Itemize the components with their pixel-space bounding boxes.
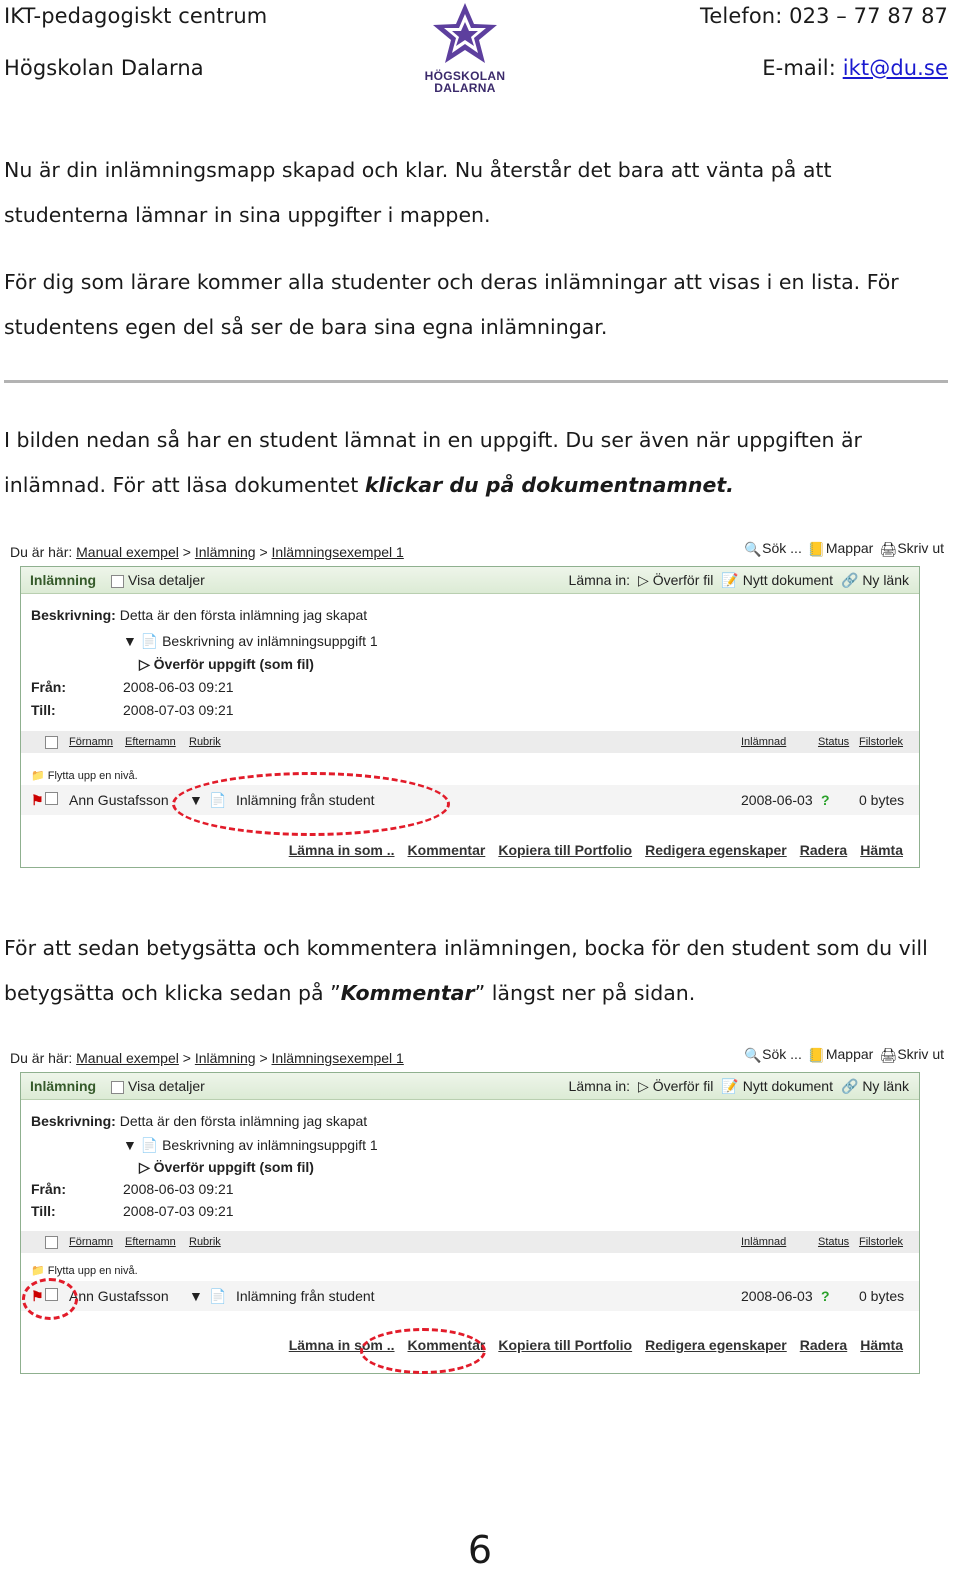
document-icon: 📄 bbox=[209, 1288, 227, 1304]
flag-icon: ⚑ bbox=[31, 1288, 44, 1304]
search-tool[interactable]: 🔍Sök ... bbox=[744, 540, 802, 558]
edit-properties-link[interactable]: Redigera egenskaper bbox=[645, 842, 787, 858]
printer-icon: 🖨 bbox=[879, 541, 898, 558]
bottom-links bbox=[289, 842, 903, 858]
document-icon: 📝 bbox=[721, 572, 739, 588]
description: Beskrivning: Detta är den första inlämning jag skapat bbox=[31, 1113, 368, 1129]
page-number: 6 bbox=[467, 1528, 493, 1572]
move-up[interactable]: 📁 Flytta upp en nivå. bbox=[31, 1265, 138, 1277]
screenshot-1 bbox=[4, 538, 948, 883]
paragraph-4: För att sedan betygsätta och kommentera inlämningen, bocka för den student som du vill betygsätta och klicka sedan på ”Kommentar” längst ner på sidan. bbox=[4, 936, 928, 1005]
submission-link[interactable]: Inlämning från student bbox=[236, 1288, 375, 1304]
status-unknown-icon: ? bbox=[821, 1288, 830, 1304]
paragraph-4-emph: Kommentar bbox=[340, 981, 475, 1005]
search-tool[interactable]: 🔍Sök ... bbox=[744, 1046, 802, 1064]
move-up[interactable]: 📁 Flytta upp en nivå. bbox=[31, 770, 138, 782]
student-name: Ann Gustafsson bbox=[69, 792, 169, 808]
paragraph-3 bbox=[4, 418, 954, 508]
select-all-checkbox[interactable] bbox=[45, 1236, 58, 1249]
dropdown-icon[interactable]: ▼ bbox=[123, 633, 137, 649]
transfer-file-action[interactable]: ▷ Överför fil bbox=[638, 572, 714, 588]
delete-link[interactable]: Radera bbox=[799, 1337, 848, 1353]
col-last-name[interactable]: Efternamn bbox=[125, 736, 176, 748]
logo-line-2: DALARNA bbox=[434, 81, 496, 95]
col-status[interactable]: Status bbox=[818, 736, 850, 748]
comment-link[interactable]: Kommentar bbox=[407, 842, 486, 858]
link-icon: 🔗 bbox=[840, 572, 859, 588]
table-row bbox=[21, 785, 919, 815]
col-subject[interactable]: Rubrik bbox=[189, 736, 221, 748]
breadcrumb: Du är här: Manual exempel > Inlämning > Inlämningsexempel 1 bbox=[10, 544, 404, 560]
word-doc-icon: 📄 bbox=[140, 633, 159, 649]
panel-header bbox=[21, 1073, 919, 1100]
copy-portfolio-link[interactable]: Kopiera till Portfolio bbox=[498, 842, 633, 858]
to-date: Till: 2008-07-03 09:21 bbox=[31, 702, 234, 718]
search-icon: 🔍 bbox=[744, 1047, 762, 1064]
email-line bbox=[762, 56, 948, 80]
divider bbox=[4, 380, 948, 383]
upload-task[interactable]: ▷ Överför uppgift (som fil) bbox=[139, 656, 314, 672]
comment-link[interactable]: Kommentar bbox=[407, 1337, 486, 1353]
edit-properties-link[interactable]: Redigera egenskaper bbox=[645, 1337, 787, 1353]
from-date: Från: 2008-06-03 09:21 bbox=[31, 1181, 234, 1197]
checkbox-highlight-ring bbox=[22, 1278, 78, 1320]
word-doc-icon: 📄 bbox=[140, 1137, 159, 1153]
school-name: Högskolan Dalarna bbox=[4, 56, 204, 80]
print-tool[interactable]: 🖨Skriv ut bbox=[879, 1046, 944, 1064]
link-icon: 🔗 bbox=[840, 1078, 859, 1094]
col-size[interactable]: Filstorlek bbox=[859, 1236, 904, 1248]
search-icon: 🔍 bbox=[744, 541, 762, 558]
org-name: IKT-pedagogiskt centrum bbox=[4, 4, 268, 28]
row-dropdown-icon[interactable]: ▼ bbox=[189, 1288, 203, 1304]
delete-link[interactable]: Radera bbox=[799, 842, 848, 858]
col-submitted[interactable]: Inlämnad bbox=[741, 1236, 787, 1248]
print-tool[interactable]: 🖨Skriv ut bbox=[879, 540, 944, 558]
submitted-date: 2008-06-03 bbox=[741, 792, 813, 808]
flag-icon: ⚑ bbox=[31, 792, 44, 808]
breadcrumb-exempel[interactable]: Inlämningsexempel 1 bbox=[271, 544, 404, 560]
student-name: Ann Gustafsson bbox=[69, 1288, 169, 1304]
col-status[interactable]: Status bbox=[818, 1236, 850, 1248]
dropdown-icon[interactable]: ▼ bbox=[123, 1137, 137, 1153]
select-all-checkbox[interactable] bbox=[45, 736, 58, 749]
new-link-action[interactable]: 🔗 Ny länk bbox=[840, 1078, 909, 1094]
folders-tool[interactable]: 📒Mappar bbox=[807, 540, 874, 558]
email-label: E-mail: bbox=[762, 56, 843, 80]
submit-as-link[interactable]: Lämna in som .. bbox=[288, 1337, 395, 1353]
transfer-file-action[interactable]: ▷ Överför fil bbox=[638, 1078, 714, 1094]
row-checkbox[interactable] bbox=[45, 792, 58, 805]
logo bbox=[420, 0, 510, 100]
col-subject[interactable]: Rubrik bbox=[189, 1236, 221, 1248]
new-document-action[interactable]: 📝 Nytt dokument bbox=[721, 1078, 833, 1094]
breadcrumb-manual[interactable]: Manual exempel bbox=[76, 1050, 179, 1066]
transfer-icon: ▷ bbox=[638, 572, 649, 588]
show-details-toggle[interactable]: Visa detaljer bbox=[111, 1078, 205, 1094]
breadcrumb: Du är här: Manual exempel > Inlämning > Inlämningsexempel 1 bbox=[10, 1050, 404, 1066]
table-row bbox=[21, 1281, 919, 1311]
breadcrumb-manual[interactable]: Manual exempel bbox=[76, 544, 179, 560]
panel bbox=[20, 1072, 920, 1374]
transfer-icon: ▷ bbox=[638, 1078, 649, 1094]
col-last-name[interactable]: Efternamn bbox=[125, 1236, 176, 1248]
submitted-date: 2008-06-03 bbox=[741, 1288, 813, 1304]
paragraph-3-emph: klickar du på dokumentnamnet. bbox=[364, 473, 734, 497]
submit-as-link[interactable]: Lämna in som .. bbox=[288, 842, 395, 858]
submission-link[interactable]: Inlämning från student bbox=[236, 792, 375, 808]
document-icon: 📄 bbox=[209, 792, 227, 808]
new-link-action[interactable]: 🔗 Ny länk bbox=[840, 572, 909, 588]
folder-icon: 📒 bbox=[807, 1047, 826, 1064]
list-header bbox=[21, 731, 919, 753]
list-header bbox=[21, 1231, 919, 1253]
upload-task[interactable]: ▷ Överför uppgift (som fil) bbox=[139, 1159, 314, 1175]
toolbar bbox=[744, 540, 944, 557]
folder-up-icon: 📁 bbox=[31, 770, 45, 782]
toolbar bbox=[744, 1046, 944, 1063]
paragraph-1: Nu är din inlämningsmapp skapad och klar. Nu återstår det bara att vänta på att studenterna lämnar in sina uppgifter i mappen. bbox=[4, 158, 832, 227]
to-date: Till: 2008-07-03 09:21 bbox=[31, 1203, 234, 1219]
email-link[interactable]: ikt@du.se bbox=[842, 56, 948, 80]
col-first-name[interactable]: Förnamn bbox=[69, 1236, 114, 1248]
file-size: 0 bytes bbox=[859, 1288, 905, 1304]
col-first-name[interactable]: Förnamn bbox=[69, 736, 114, 748]
document-icon: 📝 bbox=[721, 1078, 739, 1094]
panel bbox=[20, 566, 920, 868]
new-document-action[interactable]: 📝 Nytt dokument bbox=[721, 572, 833, 588]
comment-highlight-ring bbox=[360, 1328, 486, 1374]
description: Beskrivning: Detta är den första inlämning jag skapat bbox=[31, 607, 368, 623]
phone: Telefon: 023 – 77 87 87 bbox=[700, 4, 948, 28]
breadcrumb-inlamning[interactable]: Inlämning bbox=[194, 1050, 256, 1066]
col-submitted[interactable]: Inlämnad bbox=[741, 736, 787, 748]
show-details-toggle[interactable]: Visa detaljer bbox=[111, 572, 205, 588]
description-file[interactable]: ▼ 📄 Beskrivning av inlämningsuppgift 1 bbox=[123, 1137, 378, 1153]
paragraph-3-text: I bilden nedan så har en student lämnat in en uppgift. Du ser även när uppgiften är inlämnad. För att läsa dokumentet bbox=[4, 428, 862, 497]
breadcrumb-exempel[interactable]: Inlämningsexempel 1 bbox=[271, 1050, 404, 1066]
highlight-ring bbox=[172, 772, 450, 836]
submit-actions: Lämna in: ▷ Överför fil 📝 Nytt dokument 🔗 Ny länk bbox=[568, 572, 909, 588]
folders-tool[interactable]: 📒Mappar bbox=[807, 1046, 874, 1064]
file-size: 0 bytes bbox=[859, 792, 905, 808]
paragraph-2: För dig som lärare kommer alla studenter och deras inlämningar att visas i en lista. För studentens egen del så ser de bara sina egna inlämningar. bbox=[4, 270, 899, 339]
transfer-icon: ▷ bbox=[139, 1159, 150, 1175]
folder-up-icon: 📁 bbox=[31, 1265, 45, 1277]
panel-title: Inlämning bbox=[30, 1078, 97, 1094]
from-date: Från: 2008-06-03 09:21 bbox=[31, 679, 234, 695]
description-file[interactable]: ▼ 📄 Beskrivning av inlämningsuppgift 1 bbox=[123, 633, 378, 649]
transfer-icon: ▷ bbox=[139, 656, 150, 672]
col-size[interactable]: Filstorlek bbox=[859, 736, 904, 748]
fetch-link[interactable]: Hämta bbox=[860, 842, 903, 858]
folder-icon: 📒 bbox=[807, 541, 826, 558]
copy-portfolio-link[interactable]: Kopiera till Portfolio bbox=[498, 1337, 633, 1353]
breadcrumb-inlamning[interactable]: Inlämning bbox=[194, 544, 256, 560]
screenshot-2 bbox=[4, 1044, 948, 1389]
submit-actions: Lämna in: ▷ Överför fil 📝 Nytt dokument 🔗 Ny länk bbox=[568, 1078, 909, 1094]
panel-title: Inlämning bbox=[30, 572, 97, 588]
star-logo-icon bbox=[430, 0, 500, 66]
logo-line-1: HÖGSKOLAN bbox=[424, 69, 506, 83]
panel-header bbox=[21, 567, 919, 594]
printer-icon: 🖨 bbox=[879, 1047, 898, 1064]
row-dropdown-icon[interactable]: ▼ bbox=[189, 792, 203, 808]
checkbox[interactable] bbox=[111, 575, 124, 588]
checkbox[interactable] bbox=[111, 1081, 124, 1094]
fetch-link[interactable]: Hämta bbox=[860, 1337, 903, 1353]
status-unknown-icon: ? bbox=[821, 792, 830, 808]
